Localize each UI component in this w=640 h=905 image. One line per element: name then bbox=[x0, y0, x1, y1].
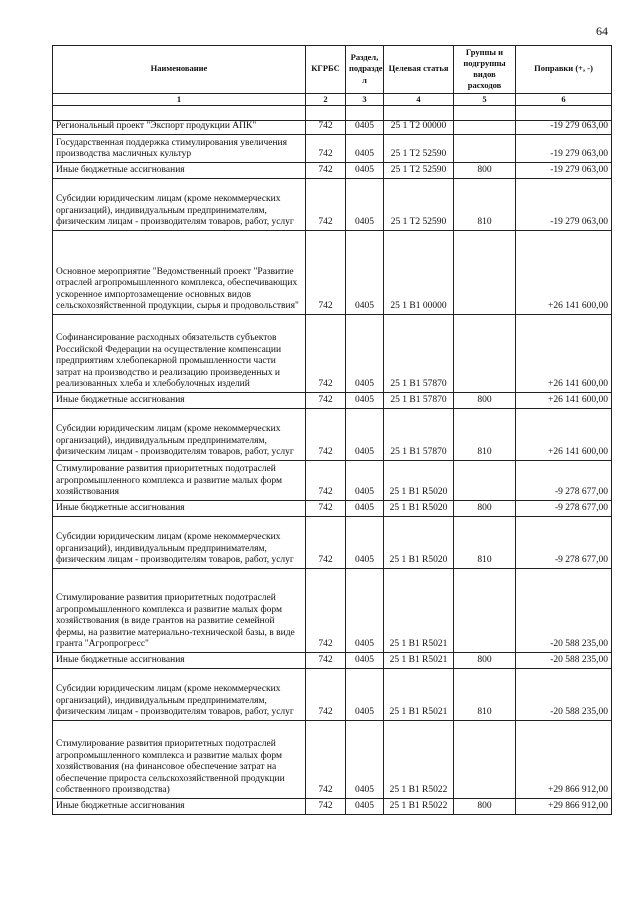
row-amount-cell: -19 279 063,00 bbox=[516, 179, 612, 231]
row-section-cell: 0405 bbox=[346, 315, 384, 393]
header-section: Раздел, подразде л bbox=[346, 46, 384, 94]
row-target-cell: 25 1 B1 57870 bbox=[384, 315, 454, 393]
row-group-cell bbox=[454, 315, 516, 393]
table-row bbox=[53, 799, 612, 815]
table-row bbox=[53, 501, 612, 517]
row-group-cell: 800 bbox=[454, 799, 516, 815]
row-name-cell: Основное мероприятие "Ведомственный проект "Развитие отраслей агропромышленного комплекса, обеспечивающих ускоренное импортозамещение основных видов сельскохозяйственной продукции, сырья и продовольствия" bbox=[53, 231, 306, 315]
row-amount-cell: +29 866 912,00 bbox=[516, 799, 612, 815]
table-row bbox=[53, 721, 612, 799]
row-kgrbs-cell: 742 bbox=[306, 315, 346, 393]
row-amount-cell: -20 588 235,00 bbox=[516, 653, 612, 669]
row-name-cell: Стимулирование развития приоритетных подотраслей агропромышленного комплекса и развитие малых форм хозяйствования (в виде грантов на развитие семейной фермы, на развитие материально-технической базы, в виде гранта "Агропрогресс" bbox=[53, 569, 306, 653]
row-target-cell: 25 1 B1 R5022 bbox=[384, 799, 454, 815]
table-row bbox=[53, 163, 612, 179]
row-name-cell: Иные бюджетные ассигнования bbox=[53, 501, 306, 517]
row-group-cell: 810 bbox=[454, 517, 516, 569]
column-number: 1 bbox=[53, 94, 306, 106]
row-group-cell: 800 bbox=[454, 501, 516, 517]
table-row bbox=[53, 179, 612, 231]
row-target-cell: 25 1 B1 57870 bbox=[384, 409, 454, 461]
row-group-cell: 810 bbox=[454, 409, 516, 461]
row-amount-cell: +26 141 600,00 bbox=[516, 231, 612, 315]
row-name-cell: Субсидии юридическим лицам (кроме некоммерческих организаций), индивидуальным предпринимателям, физическим лицам - производителям товаров, работ, услуг bbox=[53, 409, 306, 461]
row-target-cell: 25 1 T2 00000 bbox=[384, 121, 454, 135]
row-kgrbs-cell: 742 bbox=[306, 121, 346, 135]
column-number: 6 bbox=[516, 94, 612, 106]
table-row bbox=[53, 315, 612, 393]
row-section-cell: 0405 bbox=[346, 653, 384, 669]
header-target: Целевая статья bbox=[384, 46, 454, 94]
row-target-cell: 25 1 T2 52590 bbox=[384, 179, 454, 231]
table-row bbox=[53, 135, 612, 163]
row-group-cell bbox=[454, 721, 516, 799]
row-group-cell: 800 bbox=[454, 163, 516, 179]
row-group-cell bbox=[454, 461, 516, 501]
row-section-cell: 0405 bbox=[346, 135, 384, 163]
row-amount-cell: -9 278 677,00 bbox=[516, 461, 612, 501]
row-section-cell: 0405 bbox=[346, 669, 384, 721]
row-name-cell: Иные бюджетные ассигнования bbox=[53, 163, 306, 179]
row-section-cell: 0405 bbox=[346, 501, 384, 517]
row-section-cell: 0405 bbox=[346, 517, 384, 569]
row-amount-cell: -19 279 063,00 bbox=[516, 135, 612, 163]
table-row bbox=[53, 231, 612, 315]
row-target-cell: 25 1 B1 R5021 bbox=[384, 653, 454, 669]
table-header-row bbox=[53, 46, 612, 94]
table-row bbox=[53, 409, 612, 461]
table-row bbox=[53, 121, 612, 135]
row-target-cell: 25 1 B1 R5021 bbox=[384, 569, 454, 653]
row-name-cell: Региональный проект "Экспорт продукции АПК" bbox=[53, 121, 306, 135]
row-name-cell: Стимулирование развития приоритетных подотраслей агропромышленного комплекса и развитие малых форм хозяйствования bbox=[53, 461, 306, 501]
row-name-cell: Иные бюджетные ассигнования bbox=[53, 799, 306, 815]
spacer-row bbox=[53, 106, 612, 121]
row-section-cell: 0405 bbox=[346, 231, 384, 315]
column-number-row bbox=[53, 94, 612, 106]
row-group-cell: 800 bbox=[454, 653, 516, 669]
header-groups: Группы и подгруппы видов расходов bbox=[454, 46, 516, 94]
table-row bbox=[53, 669, 612, 721]
row-section-cell: 0405 bbox=[346, 569, 384, 653]
table-row bbox=[53, 393, 612, 409]
row-kgrbs-cell: 742 bbox=[306, 409, 346, 461]
row-amount-cell: -20 588 235,00 bbox=[516, 669, 612, 721]
row-amount-cell: +26 141 600,00 bbox=[516, 315, 612, 393]
row-section-cell: 0405 bbox=[346, 121, 384, 135]
row-group-cell bbox=[454, 569, 516, 653]
header-amendments: Поправки (+, -) bbox=[516, 46, 612, 94]
row-kgrbs-cell: 742 bbox=[306, 501, 346, 517]
row-group-cell bbox=[454, 135, 516, 163]
page-number: 64 bbox=[596, 24, 608, 38]
row-target-cell: 25 1 B1 R5020 bbox=[384, 501, 454, 517]
row-section-cell: 0405 bbox=[346, 163, 384, 179]
row-target-cell: 25 1 B1 R5021 bbox=[384, 669, 454, 721]
row-amount-cell: -19 279 063,00 bbox=[516, 163, 612, 179]
row-amount-cell: -20 588 235,00 bbox=[516, 569, 612, 653]
row-amount-cell: -19 279 063,00 bbox=[516, 121, 612, 135]
row-name-cell: Софинансирование расходных обязательств субъектов Российской Федерации на осуществление компенсации предприятиям хлебопекарной промышленности части затрат на производство и реализацию произведенных и реализованных хлеба и хлебобулочных изделий bbox=[53, 315, 306, 393]
table-row bbox=[53, 461, 612, 501]
row-kgrbs-cell: 742 bbox=[306, 163, 346, 179]
row-section-cell: 0405 bbox=[346, 721, 384, 799]
row-name-cell: Иные бюджетные ассигнования bbox=[53, 653, 306, 669]
row-name-cell: Иные бюджетные ассигнования bbox=[53, 393, 306, 409]
row-section-cell: 0405 bbox=[346, 799, 384, 815]
row-kgrbs-cell: 742 bbox=[306, 517, 346, 569]
row-target-cell: 25 1 B1 57870 bbox=[384, 393, 454, 409]
row-amount-cell: +26 141 600,00 bbox=[516, 393, 612, 409]
row-name-cell: Субсидии юридическим лицам (кроме некоммерческих организаций), индивидуальным предпринимателям, физическим лицам - производителям товаров, работ, услуг bbox=[53, 517, 306, 569]
row-target-cell: 25 1 B1 00000 bbox=[384, 231, 454, 315]
row-kgrbs-cell: 742 bbox=[306, 393, 346, 409]
header-kgrbs: КГРБС bbox=[306, 46, 346, 94]
row-group-cell: 810 bbox=[454, 179, 516, 231]
table-row bbox=[53, 569, 612, 653]
row-section-cell: 0405 bbox=[346, 409, 384, 461]
row-kgrbs-cell: 742 bbox=[306, 721, 346, 799]
column-number: 4 bbox=[384, 94, 454, 106]
row-name-cell: Субсидии юридическим лицам (кроме некоммерческих организаций), индивидуальным предпринимателям, физическим лицам - производителям товаров, работ, услуг bbox=[53, 669, 306, 721]
row-target-cell: 25 1 T2 52590 bbox=[384, 163, 454, 179]
row-kgrbs-cell: 742 bbox=[306, 179, 346, 231]
row-name-cell: Субсидии юридическим лицам (кроме некоммерческих организаций), индивидуальным предпринимателям, физическим лицам - производителям товаров, работ, услуг bbox=[53, 179, 306, 231]
row-group-cell bbox=[454, 231, 516, 315]
row-kgrbs-cell: 742 bbox=[306, 569, 346, 653]
row-group-cell bbox=[454, 121, 516, 135]
row-kgrbs-cell: 742 bbox=[306, 461, 346, 501]
row-target-cell: 25 1 B1 R5020 bbox=[384, 461, 454, 501]
row-target-cell: 25 1 T2 52590 bbox=[384, 135, 454, 163]
row-group-cell: 800 bbox=[454, 393, 516, 409]
column-number: 2 bbox=[306, 94, 346, 106]
row-section-cell: 0405 bbox=[346, 179, 384, 231]
row-name-cell: Стимулирование развития приоритетных подотраслей агропромышленного комплекса и развитие малых форм хозяйствования (на финансовое обеспечение затрат на обеспечение прироста сельскохозяйственной продукции собственного производства) bbox=[53, 721, 306, 799]
row-section-cell: 0405 bbox=[346, 393, 384, 409]
row-name-cell: Государственная поддержка стимулирования увеличения производства масличных культур bbox=[53, 135, 306, 163]
row-kgrbs-cell: 742 bbox=[306, 653, 346, 669]
table-row bbox=[53, 517, 612, 569]
budget-amendments-table bbox=[52, 45, 612, 815]
row-amount-cell: -9 278 677,00 bbox=[516, 517, 612, 569]
row-amount-cell: +29 866 912,00 bbox=[516, 721, 612, 799]
column-number: 5 bbox=[454, 94, 516, 106]
row-group-cell: 810 bbox=[454, 669, 516, 721]
row-kgrbs-cell: 742 bbox=[306, 135, 346, 163]
row-target-cell: 25 1 B1 R5022 bbox=[384, 721, 454, 799]
header-name: Наименование bbox=[53, 46, 306, 94]
row-amount-cell: -9 278 677,00 bbox=[516, 501, 612, 517]
row-amount-cell: +26 141 600,00 bbox=[516, 409, 612, 461]
row-kgrbs-cell: 742 bbox=[306, 799, 346, 815]
table-row bbox=[53, 653, 612, 669]
row-target-cell: 25 1 B1 R5020 bbox=[384, 517, 454, 569]
row-kgrbs-cell: 742 bbox=[306, 669, 346, 721]
row-section-cell: 0405 bbox=[346, 461, 384, 501]
column-number: 3 bbox=[346, 94, 384, 106]
row-kgrbs-cell: 742 bbox=[306, 231, 346, 315]
